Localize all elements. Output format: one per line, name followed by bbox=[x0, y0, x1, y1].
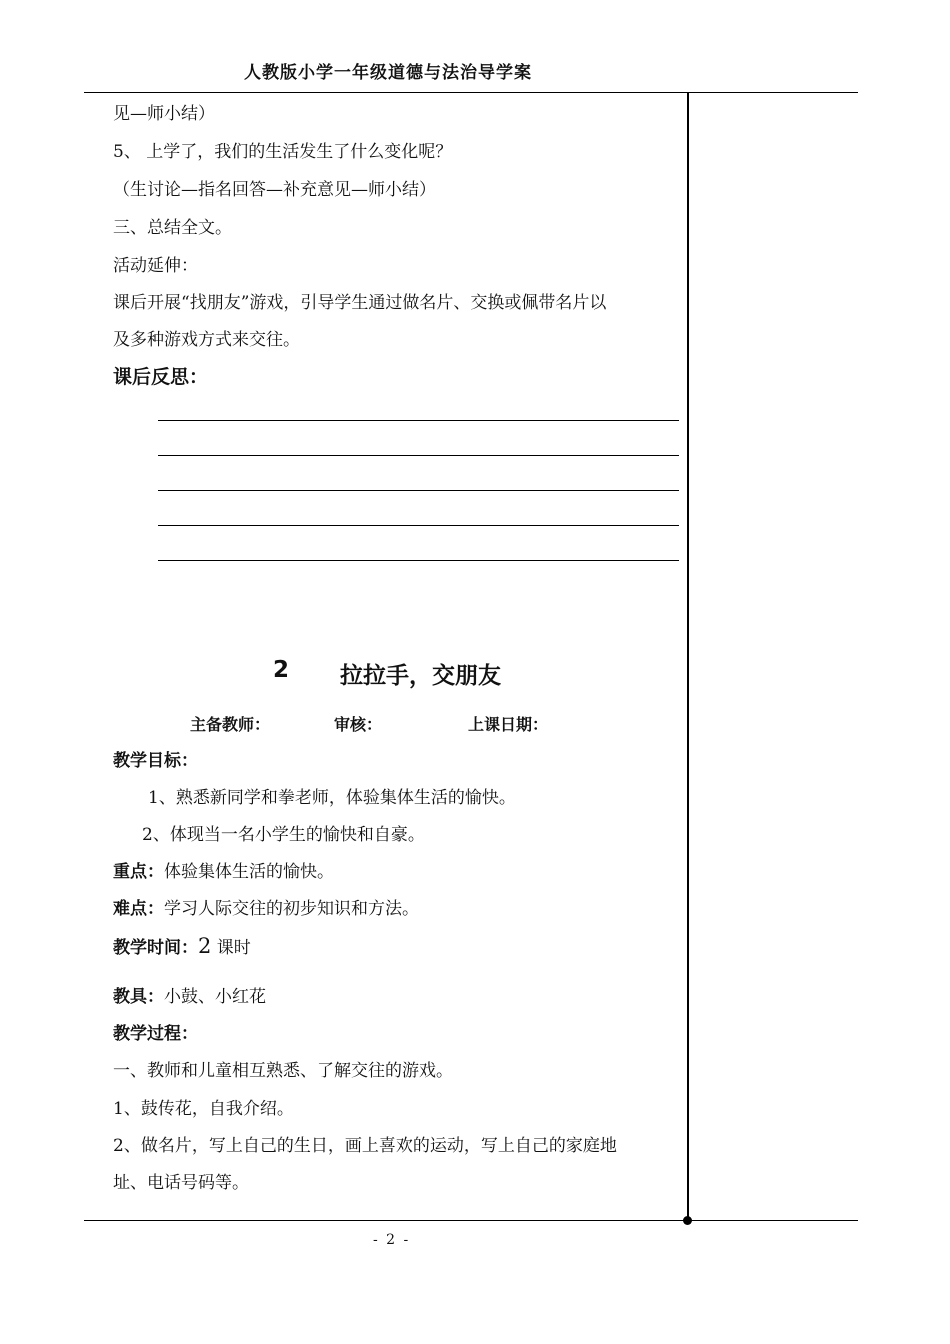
class-date-label: 上课日期： bbox=[468, 715, 549, 734]
teaching-tools-label: 教具： bbox=[113, 987, 164, 1007]
lead-teacher-label: 主备教师： bbox=[190, 715, 271, 734]
activity-extension-line-2: 及多种游戏方式来交往。 bbox=[113, 330, 300, 350]
lesson-title: 拉拉手，交朋友 bbox=[340, 663, 501, 689]
reflection-writing-line bbox=[158, 490, 679, 491]
teaching-tools-row bbox=[113, 982, 266, 1007]
key-point-row bbox=[113, 857, 334, 882]
reflection-writing-line bbox=[158, 560, 679, 561]
reflection-heading: 课后反思： bbox=[113, 366, 209, 388]
discussion-note-line: （生讨论—指名回答—补充意见—师小结） bbox=[113, 180, 436, 200]
key-point-label: 重点： bbox=[113, 862, 164, 882]
difficulty-text: 学习人际交往的初步知识和方法。 bbox=[164, 899, 419, 919]
activity-extension-line-1: 课后开展“找朋友”游戏，引导学生通过做名片、交换或佩带名片以 bbox=[113, 293, 607, 313]
process-step: 址、电话号码等。 bbox=[113, 1173, 249, 1193]
teaching-time-unit: 课时 bbox=[216, 938, 251, 958]
process-label: 教学过程： bbox=[113, 1024, 198, 1044]
activity-extension-label: 活动延伸： bbox=[113, 256, 198, 276]
objective-item: 1、熟悉新同学和拳老师，体验集体生活的愉快。 bbox=[148, 788, 516, 808]
teaching-tools-text: 小鼓、小红花 bbox=[164, 987, 266, 1007]
objectives-label: 教学目标： bbox=[113, 751, 198, 771]
continued-text-line: 见—师小结） bbox=[113, 104, 215, 124]
document-header-title: 人教版小学一年级道德与法治导学案 bbox=[244, 63, 532, 83]
header-rule bbox=[84, 92, 858, 93]
objective-item: 2、体现当一名小学生的愉快和自豪。 bbox=[142, 825, 425, 845]
process-step: 1、鼓传花，自我介绍。 bbox=[113, 1099, 294, 1119]
key-point-text: 体验集体生活的愉快。 bbox=[164, 862, 334, 882]
summary-step-line: 三、总结全文。 bbox=[113, 218, 232, 238]
question-5-line: 5、 上学了，我们的生活发生了什么变化呢？ bbox=[113, 142, 453, 162]
reflection-writing-line bbox=[158, 525, 679, 526]
difficulty-label: 难点： bbox=[113, 899, 164, 919]
right-margin-rule bbox=[687, 93, 689, 1220]
process-step: 一、教师和儿童相互熟悉、了解交往的游戏。 bbox=[113, 1061, 453, 1081]
difficulty-row bbox=[113, 894, 419, 919]
reflection-writing-line bbox=[158, 455, 679, 456]
reviewer-label: 审核： bbox=[334, 715, 383, 734]
lesson-number: 2 bbox=[273, 657, 290, 683]
process-step: 2、做名片，写上自己的生日，画上喜欢的运动，写上自己的家庭地 bbox=[113, 1136, 617, 1156]
page-number: - 2 - bbox=[373, 1232, 411, 1248]
reflection-writing-line bbox=[158, 420, 679, 421]
teaching-time-value: 2 bbox=[198, 934, 212, 958]
teaching-time-label: 教学时间： bbox=[113, 938, 198, 958]
teaching-time-row bbox=[113, 933, 251, 958]
footer-rule bbox=[84, 1220, 858, 1221]
